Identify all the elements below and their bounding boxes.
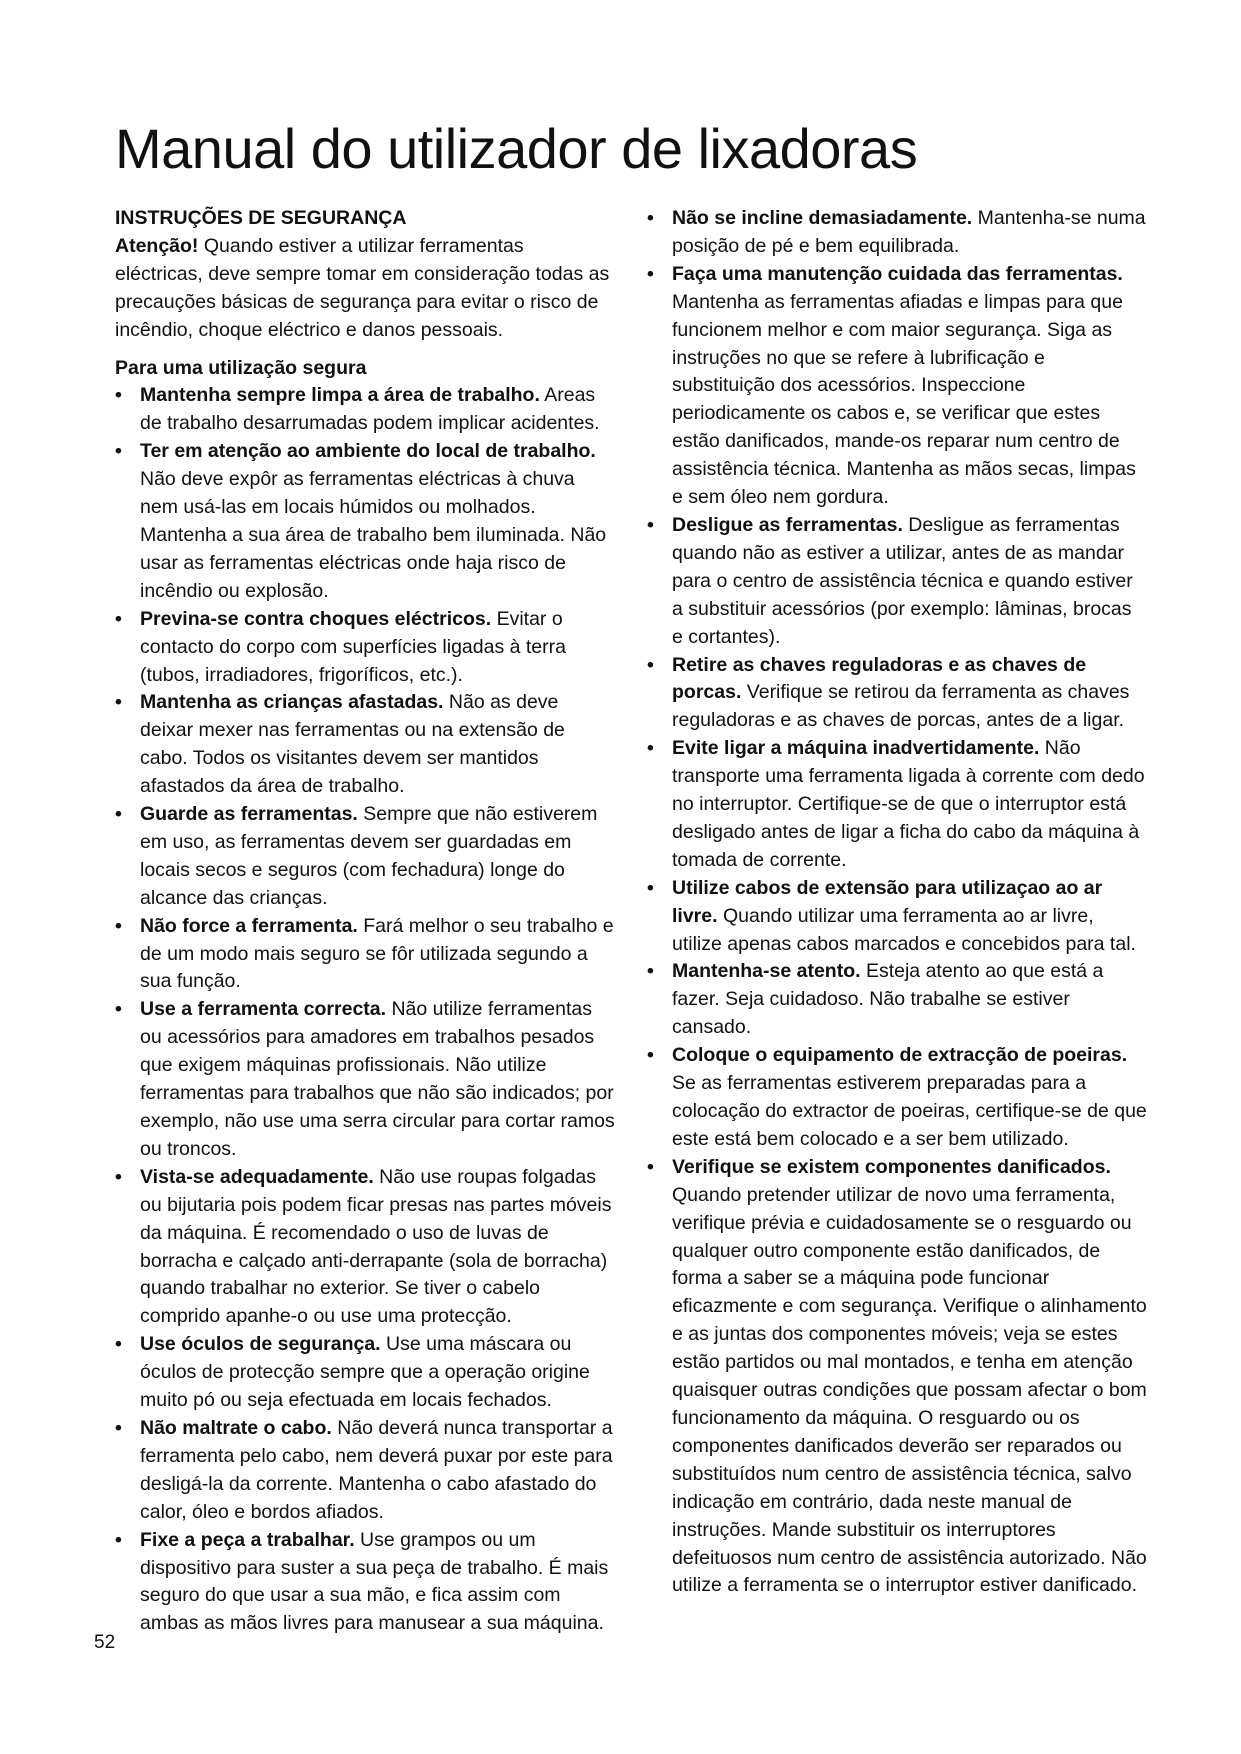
bullet-item	[115, 382, 615, 438]
bullet-dot-icon: •	[115, 607, 122, 630]
intro-text: Quando estiver a utilizar ferramentas eléctricas, deve sempre tomar em consideração todas as precauções básicas de segurança para evitar o risco de incêndio, choque eléctrico e danos pessoais.	[115, 234, 610, 341]
bullet-bold: Ter em atenção ao ambiente do local de trabalho.	[140, 440, 596, 463]
bullet-bold: Previna-se contra choques eléctricos.	[140, 607, 492, 630]
left-column	[115, 205, 615, 1638]
bullet-bold: Guarde as ferramentas.	[140, 803, 358, 826]
bullet-dot-icon: •	[115, 384, 122, 407]
bullet-dot-icon: •	[647, 1155, 654, 1178]
bullet-bold: Use a ferramenta correcta.	[140, 998, 387, 1021]
bullet-dot-icon: •	[647, 1044, 654, 1067]
bullet-text: Se as ferramentas estiverem preparadas para a colocação do extractor de poeiras, certifique-se de que este está bem colocado e a ser bem utilizado.	[672, 1072, 1147, 1150]
bullet-item	[647, 205, 1147, 261]
bullet-bold: Mantenha sempre limpa a área de trabalho.	[140, 384, 540, 407]
right-bullet-list	[647, 205, 1147, 1600]
bullet-item	[115, 1527, 615, 1639]
bullet-bold: Coloque o equipamento de extracção de poeiras.	[672, 1044, 1128, 1067]
section-heading: INSTRUÇÕES DE SEGURANÇA	[115, 207, 407, 229]
intro-paragraph	[115, 233, 615, 345]
bullet-text: Verifique se retirou da ferramenta as chaves reguladoras e as chaves de porcas, antes de a ligar.	[672, 681, 1130, 732]
bullet-item	[115, 1331, 615, 1415]
bullet-item	[115, 606, 615, 690]
bullet-dot-icon: •	[647, 737, 654, 760]
page-title: Manual do utilizador de lixadoras	[115, 117, 918, 180]
bullet-bold: Utilize cabos de extensão para utilizaçao ao ar livre.	[672, 876, 1103, 927]
bullet-bold: Não maltrate o cabo.	[140, 1416, 332, 1439]
bullet-bold: Desligue as ferramentas.	[672, 513, 903, 536]
bullet-text: Não utilize ferramentas ou acessórios para amadores em trabalhos pesados que exigem máquinas profissionais. Não utilize ferramentas para trabalhos que não são indicados; por exemplo, não use uma serra circular para cortar ramos ou troncos.	[140, 998, 615, 1160]
bullet-text: Sempre que não estiverem em uso, as ferramentas devem ser guardadas em locais secos e seguros (com fechadura) longe do alcance das crianças.	[140, 803, 598, 909]
bullet-bold: Não force a ferramenta.	[140, 914, 358, 937]
bullet-item	[115, 801, 615, 913]
bullet-text: Desligue as ferramentas quando não as estiver a utilizar, antes de as mandar para o centro de assistência técnica e quando estiver a substituir acessórios (por exemplo: lâminas, brocas e cortantes).	[672, 513, 1133, 648]
bullet-text: Quando pretender utilizar de novo uma ferramenta, verifique prévia e cuidadosamente se o resguardo ou qualquer outro componente estão danificados, de forma a saber se a máquina pode funcionar eficazmente e com segurança. Verifique o alinhamento e as juntas dos componentes móveis; veja se estes estão partidos ou mal montados, e tenha em atenção quaisquer outras condições que possam afectar o bom funcionamento da máquina. O resguardo ou os componentes danificados deverão ser reparados ou substituídos num centro de assistência técnica, salvo indicação em contrário, dada neste manual de instruções. Mande substituir os interruptores defeituosos num centro de assistência autorizado. Não utilize a ferramenta se o interruptor estiver danificado.	[672, 1183, 1147, 1597]
bullet-text: Não use roupas folgadas ou bijutaria pois podem ficar presas nas partes móveis da máquina. É recomendado o uso de luvas de borracha e calçado anti-derrapante (sola de borracha) quando trabalhar no exterior. Se tiver o cabelo comprido apanhe-o ou use uma protecção.	[140, 1165, 612, 1328]
bullet-item	[647, 875, 1147, 959]
bullet-dot-icon: •	[647, 960, 654, 983]
bullet-bold: Mantenha as crianças afastadas.	[140, 691, 444, 714]
subheading: Para uma utilização segura	[115, 356, 367, 379]
bullet-text: Mantenha-se numa posição de pé e bem equilibrada.	[672, 207, 1146, 257]
bullet-text: Mantenha as ferramentas afiadas e limpas para que funcionem melhor e com maior segurança. Siga as instruções no que se refere à lubrificação e substituição dos acessórios. Inspeccione periodicamente os cabos e, se verificar que estes estão danificados, mande-os reparar num centro de assistência técnica. Mantenha as mãos secas, limpas e sem óleo nem gordura.	[672, 290, 1136, 509]
bullet-dot-icon: •	[115, 1333, 122, 1356]
bullet-item	[115, 689, 615, 801]
bullet-item	[647, 261, 1147, 512]
bullet-bold: Não se incline demasiadamente.	[672, 207, 973, 229]
bullet-bold: Evite ligar a máquina inadvertidamente.	[672, 737, 1040, 760]
bullet-bold: Fixe a peça a trabalhar.	[140, 1528, 355, 1551]
bullet-dot-icon: •	[115, 803, 122, 826]
bullet-dot-icon: •	[647, 876, 654, 899]
bullet-dot-icon: •	[115, 914, 122, 937]
bullet-item	[115, 1164, 615, 1331]
bullet-dot-icon: •	[647, 262, 654, 285]
right-column	[647, 205, 1147, 1600]
intro-bold: Atenção!	[115, 234, 199, 257]
bullet-bold: Mantenha-se atento.	[672, 960, 861, 983]
bullet-bold: Use óculos de segurança.	[140, 1333, 381, 1356]
bullet-dot-icon: •	[115, 691, 122, 714]
bullet-dot-icon: •	[647, 653, 654, 676]
bullet-item	[647, 1042, 1147, 1154]
left-bullet-list	[115, 382, 615, 1638]
bullet-item	[647, 735, 1147, 875]
bullet-bold: Verifique se existem componentes danificados.	[672, 1155, 1111, 1178]
bullet-item	[115, 913, 615, 997]
bullet-text: Use uma máscara ou óculos de protecção sempre que a operação origine muito pó ou seja efectuada em locais fechados.	[140, 1333, 590, 1412]
bullet-dot-icon: •	[115, 1528, 122, 1551]
bullet-dot-icon: •	[647, 513, 654, 536]
bullet-text: Evitar o contacto do corpo com superfícies ligadas à terra (tubos, irradiadores, frigoríficos, etc.).	[140, 607, 566, 686]
bullet-text: Areas de trabalho desarrumadas podem implicar acidentes.	[140, 384, 600, 435]
bullet-item	[115, 438, 615, 605]
bullet-dot-icon: •	[115, 440, 122, 463]
bullet-text: Esteja atento ao que está a fazer. Seja cuidadoso. Não trabalhe se estiver cansado.	[672, 960, 1104, 1039]
bullet-bold: Faça uma manutenção cuidada das ferramentas.	[672, 262, 1123, 285]
bullet-dot-icon: •	[647, 207, 654, 229]
bullet-item	[647, 512, 1147, 652]
bullet-text: Não as deve deixar mexer nas ferramentas ou na extensão de cabo. Todos os visitantes devem ser mantidos afastados da área de trabalho.	[140, 691, 565, 798]
bullet-bold: Retire as chaves reguladoras e as chaves de porcas.	[672, 653, 1087, 704]
bullet-item	[647, 1154, 1147, 1601]
bullet-item	[115, 1415, 615, 1527]
bullet-bold: Vista-se adequadamente.	[140, 1165, 374, 1188]
bullet-item	[647, 652, 1147, 736]
bullet-text: Não transporte uma ferramenta ligada à corrente com dedo no interruptor. Certifique-se de que o interruptor está desligado antes de ligar a ficha do cabo da máquina à tomada de corrente.	[672, 737, 1145, 871]
bullet-text: Não deverá nunca transportar a ferramenta pelo cabo, nem deverá puxar por este para desligá-la da corrente. Mantenha o cabo afastado do calor, óleo e bordos afiados.	[140, 1416, 613, 1523]
bullet-dot-icon: •	[115, 1165, 122, 1188]
bullet-text: Fará melhor o seu trabalho e de um modo mais seguro se fôr utilizada segundo a sua função.	[140, 914, 614, 993]
page-number: 52	[94, 1632, 116, 1653]
bullet-item	[647, 958, 1147, 1042]
bullet-dot-icon: •	[115, 1416, 122, 1439]
bullet-text: Não deve expôr as ferramentas eléctricas à chuva nem usá-las em locais húmidos ou molhados. Mantenha a sua área de trabalho bem iluminada. Não usar as ferramentas eléctricas onde haja risco de incêndio ou explosão.	[140, 468, 607, 602]
bullet-text: Use grampos ou um dispositivo para suster a sua peça de trabalho. É mais seguro do que usar a sua mão, e fica assim com ambas as mãos livres para manusear a sua máquina.	[140, 1528, 609, 1635]
bullet-text: Quando utilizar uma ferramenta ao ar livre, utilize apenas cabos marcados e concebidos para tal.	[672, 904, 1136, 955]
bullet-item	[115, 996, 615, 1163]
bullet-dot-icon: •	[115, 998, 122, 1021]
